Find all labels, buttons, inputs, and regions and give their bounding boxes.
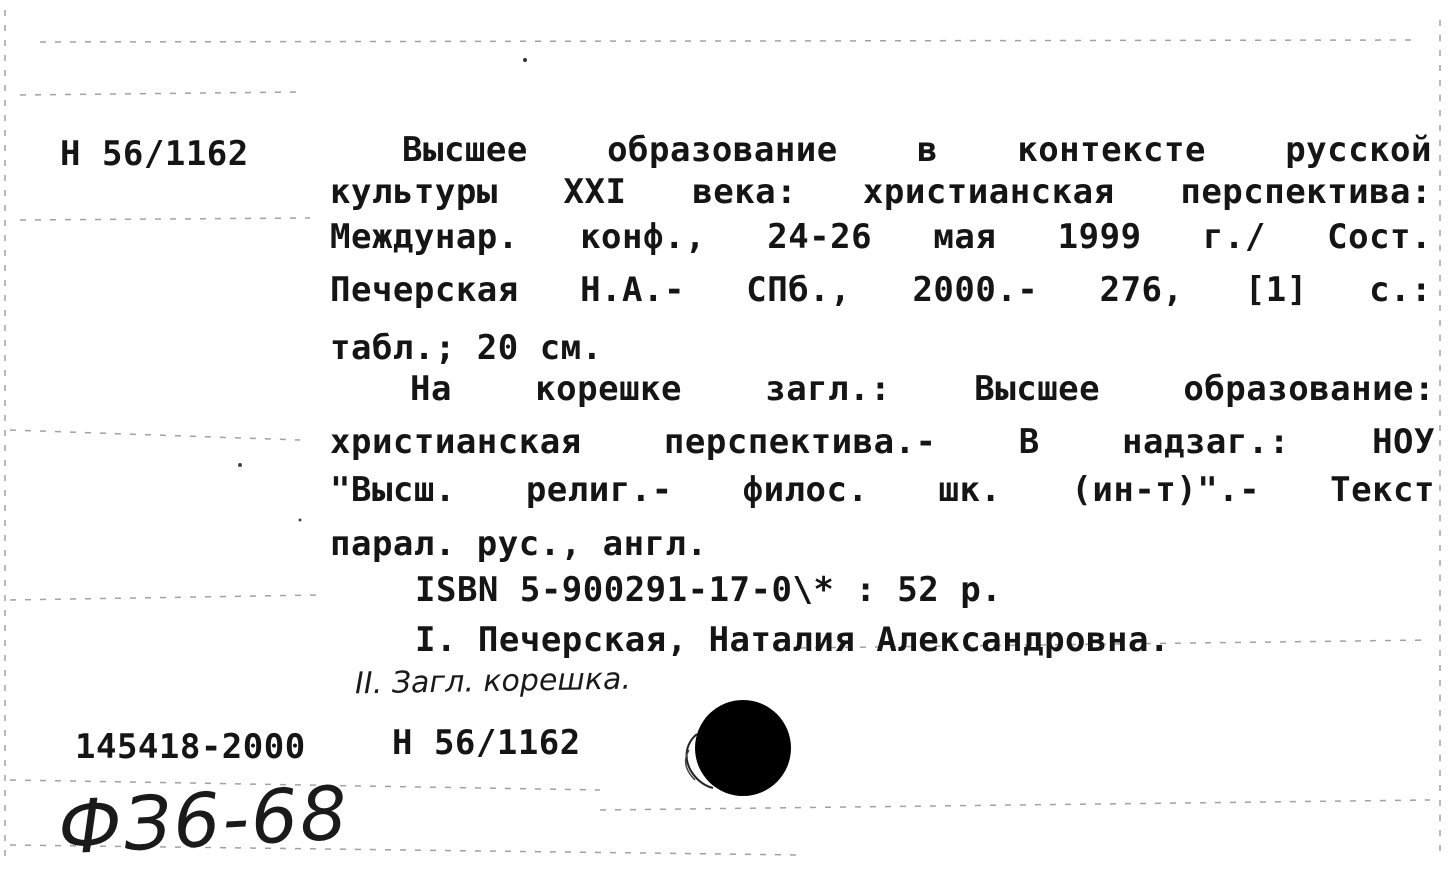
- main-entry-line-5: табл.; 20 см.: [330, 328, 603, 368]
- main-entry-line-4: Печерская Н.А.- СПб., 2000.- 276, [1] с.:: [330, 270, 1432, 310]
- handwritten-shelf-code: ФЗ6-68: [55, 770, 352, 872]
- notes-line-2: христианская перспектива.- В надзаг.: НОУ: [330, 422, 1435, 462]
- accession-number: 145418-2000: [75, 727, 306, 767]
- notes-line-4: парал. рус., англ.: [330, 524, 708, 564]
- main-entry-line-1: Высшее образование в контексте русской: [402, 130, 1432, 170]
- hole-tear-marks: [675, 730, 715, 790]
- isbn-line: ISBN 5-900291-17-0\* : 52 р.: [415, 570, 1003, 610]
- notes-line-3: "Высш. религ.- филос. шк. (ин-т)".- Текст: [330, 470, 1435, 510]
- tracing-2-handwritten: II. Загл. корешка.: [354, 661, 632, 702]
- main-entry-line-3: Междунар. конф., 24-26 мая 1999 г./ Сост.: [330, 217, 1432, 257]
- main-entry-line-2: культуры XXI века: христианская перспектива:: [330, 172, 1432, 212]
- notes-line-1: На корешке загл.: Высшее образование:: [410, 369, 1435, 409]
- call-number: Н 56/1162: [60, 134, 249, 174]
- bottom-call-number: Н 56/1162: [392, 723, 581, 763]
- tracing-1: I. Печерская, Наталия Александровна.: [415, 620, 1170, 660]
